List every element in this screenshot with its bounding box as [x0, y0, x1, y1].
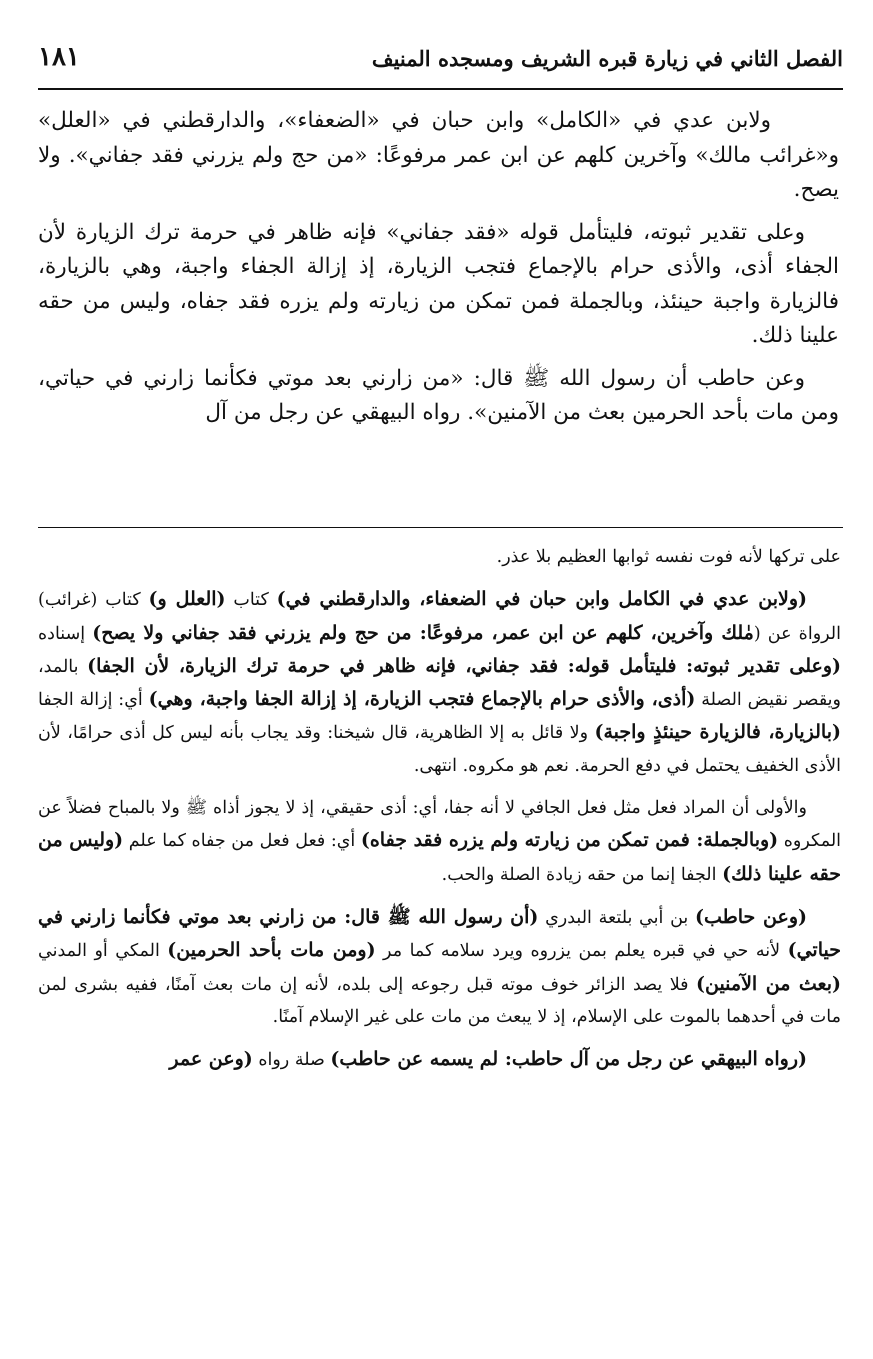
commentary-paragraph	[38, 541, 841, 573]
header-divider	[38, 88, 843, 90]
quoted-text: (وعلى تقدير ثبوته: فليتأمل قوله: فقد جفاني، فإنه ظاهر في حرمة ترك الزيارة، لأن الجفا)	[87, 654, 841, 677]
commentary-divider	[38, 527, 843, 528]
quoted-text: (وعن حاطب)	[694, 905, 807, 928]
commentary-text: الجفا إنما من حقه زيادة الصلة والحب.	[441, 864, 723, 885]
commentary-text: ولا قائل به إلا الظاهرية، قال شيخنا: وقد يجاب بأنه ليس كل أذى حرامًا، لأن الأذى الخفيف يحتمل في دفع الحرمة. نعم هو مكروه. انتهى.	[38, 723, 841, 776]
commentary-text: على تركها لأنه فوت نفسه ثوابها العظيم بلا عذر.	[496, 547, 841, 567]
commentary-text: بالمد، ويقصر نقيض الصلة	[38, 656, 841, 711]
main-text	[38, 104, 839, 439]
page-header	[38, 38, 843, 88]
commentary-paragraph	[38, 1043, 841, 1076]
commentary-paragraph	[38, 901, 841, 1033]
commentary-text: صلة رواه	[252, 1050, 331, 1071]
quoted-text: (بعث من الآمنين)	[696, 972, 841, 995]
quoted-text: (أذى، والأذى حرام بالإجماع فتجب الزيارة، إذ إزالة الجفا واجبة، وهي)	[148, 688, 696, 711]
commentary-text: والأولى أن المراد فعل مثل فعل الجافي لا أنه جفا، أي: أذى حقيقي، إذ لا يجوز أذاه ﷺ ولا بالمباح فضلاً عن المكروه	[38, 798, 842, 852]
main-paragraph: وعن حاطب أن رسول الله ﷺ قال: «من زارني بعد موتي فكأنما زارني في حياتي، ومن مات بأحد الحرمين بعث من الآمنين». رواه البيهقي عن رجل من آل	[38, 365, 839, 425]
quoted-text: (وبالجملة: فمن تمكن من زيارته ولم يزره فقد جفاه)	[360, 829, 779, 852]
quoted-text: (أن رسول الله ﷺ قال: من زارني بعد موتي فكأنما زارني في حياتي)	[38, 905, 841, 962]
quoted-text: (رواه البيهقي عن رجل من آل حاطب: لم يسمه عن حاطب)	[330, 1048, 807, 1071]
quoted-text: (ولابن عدي في الكامل وابن حبان في الضعفاء، والدارقطني في)	[276, 588, 807, 611]
commentary-text: أي: فعل فعل من جفاه كما علم	[123, 831, 361, 852]
quoted-text: (وليس من حقه علينا ذلك)	[38, 829, 841, 885]
commentary-text: كتاب	[225, 590, 277, 611]
commentary-paragraph	[38, 583, 841, 782]
page-number: ١٨١	[38, 42, 80, 72]
commentary-text: كتاب (غرائب) الرواة عن (	[38, 590, 841, 644]
quoted-text: مٰلك وآخرين، كلهم عن ابن عمر، مرفوعًا: من حج ولم يزرني فقد جفاني ولا يصح)	[92, 621, 754, 644]
commentary-text: فلا يصد الزائر خوف موته قبل رجوعه إلى بلده، لأنه إن مات بعث آمنًا، ففيه بشرى لمن مات في أحدهما بالموت على الإسلام، إذ لا يبعث من مات على غير الإسلام آمنًا.	[38, 974, 841, 1027]
chapter-title: الفصل الثاني في زيارة قبره الشريف ومسجده المنيف	[371, 46, 843, 71]
commentary-text: بن أبي بلتعة البدري	[538, 907, 695, 928]
commentary	[38, 541, 841, 1086]
commentary-text: المكي أو المدني	[38, 941, 168, 962]
commentary-text: لأنه حي في قبره يعلم بمن يزروه ويرد سلامه كما مر	[375, 941, 788, 962]
quoted-text: (العلل و)	[148, 588, 226, 611]
main-paragraph: ولابن عدي في «الكامل» وابن حبان في «الضعفاء»، والدارقطني في «العلل» و«غرائب مالك» وآخرين كلهم عن ابن عمر مرفوعًا: «من حج ولم يزرني فقد جفاني». ولا يصح.	[38, 108, 839, 202]
commentary-paragraph	[38, 792, 841, 891]
commentary-text: أي: إزالة الجفا	[38, 690, 149, 711]
quoted-text: (ومن مات بأحد الحرمين)	[167, 939, 376, 962]
quoted-text: (وعن عمر	[169, 1048, 253, 1071]
main-paragraph: وعلى تقدير ثبوته، فليتأمل قوله «فقد جفاني» فإنه ظاهر في حرمة ترك الزيارة لأن الجفاء أذى، والأذى حرام بالإجماع فتجب الزيارة، إذ إزالة الجفاء واجبة، وهي بالزيارة، فالزيارة واجبة حينئذ، وبالجملة فمن تمكن من زيارته ولم يزره فقد جفاه، وليس من حقه علينا ذلك.	[38, 219, 839, 348]
commentary-text: إسناده	[38, 623, 93, 644]
quoted-text: (بالزيارة، فالزيارة حينئذٍ واجبة)	[594, 721, 841, 744]
